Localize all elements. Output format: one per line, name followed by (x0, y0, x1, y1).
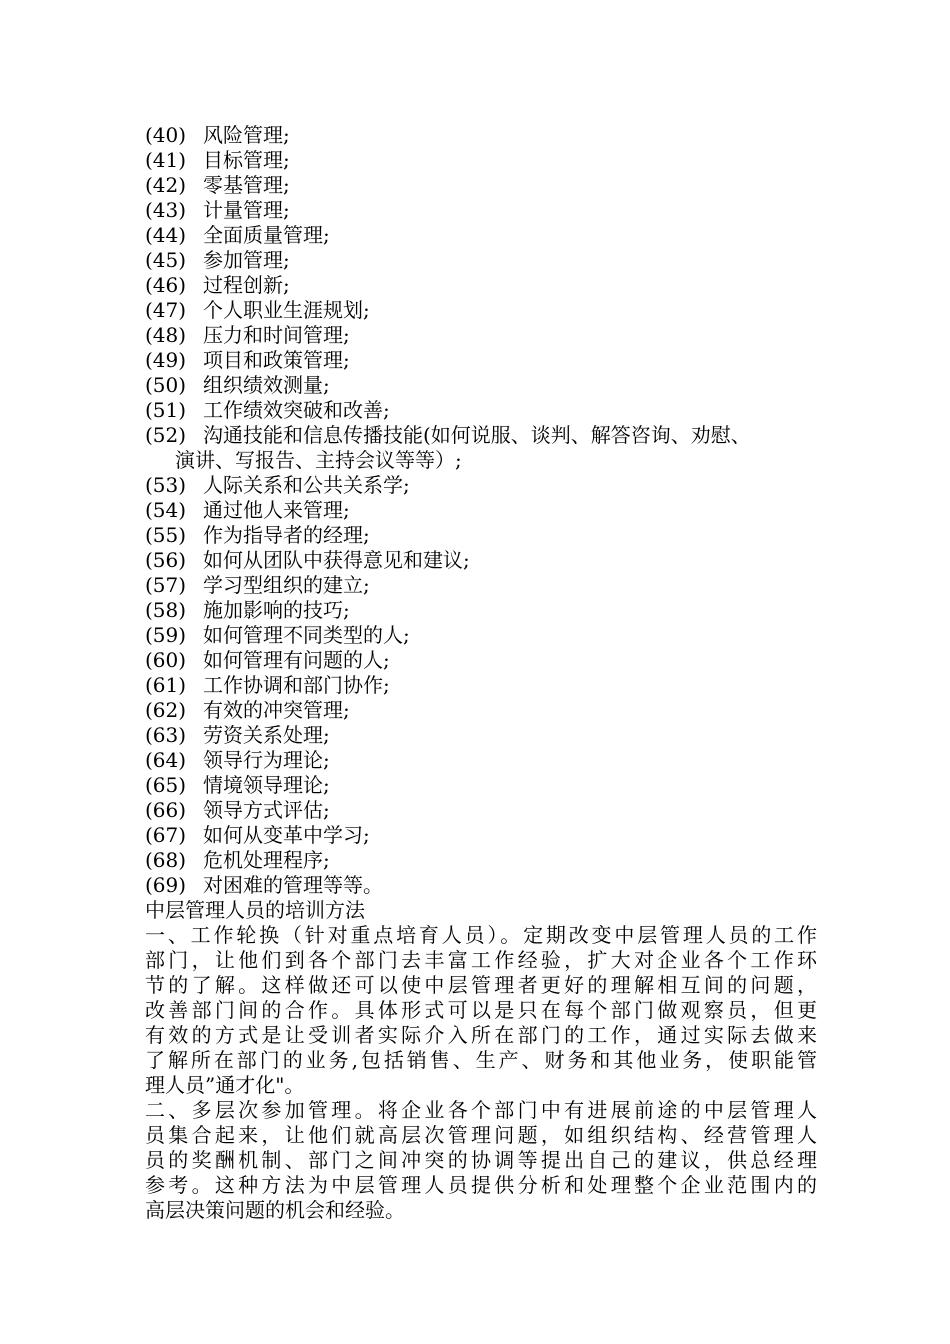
paragraph-line: 部门，让他们到各个部门去丰富工作经验，扩大对企业各个工作环 (145, 948, 817, 972)
list-item (145, 773, 817, 798)
paragraph-line: 了解所在部门的业务,包括销售、生产、财务和其他业务，使职能管 (145, 1048, 817, 1072)
list-item-number: (44) (145, 223, 187, 247)
list-item-number: (65) (145, 773, 187, 797)
paragraph-line: 参考。这种方法为中层管理人员提供分析和处理整个企业范围内的 (145, 1173, 817, 1197)
list-item (145, 748, 817, 773)
list-item (145, 398, 817, 423)
paragraph-multilevel-participation (145, 1098, 817, 1223)
list-item-text: 作为指导者的经理; (203, 523, 370, 547)
list-item (145, 498, 817, 523)
list-item-text: 对困难的管理等等。 (203, 873, 383, 897)
list-item-number: (68) (145, 848, 187, 872)
list-item-number: (48) (145, 323, 187, 347)
list-item (145, 723, 817, 748)
list-item (145, 223, 817, 248)
list-item-number: (61) (145, 673, 187, 697)
paragraph-line: 一、工作轮换（针对重点培育人员）。定期改变中层管理人员的工作 (145, 923, 817, 947)
list-item-number: (42) (145, 173, 187, 197)
list-item-text-continuation: 演讲、写报告、主持会议等等）; (175, 448, 462, 472)
list-item-text: 个人职业生涯规划; (203, 298, 370, 322)
section-heading: 中层管理人员的培训方法 (145, 898, 365, 922)
paragraph-job-rotation (145, 923, 817, 1098)
list-item (145, 698, 817, 723)
list-item-text: 计量管理; (203, 198, 290, 222)
list-item (145, 423, 817, 473)
list-item-number: (40) (145, 123, 187, 147)
list-item (145, 623, 817, 648)
list-item-text: 如何管理有问题的人; (203, 648, 390, 672)
paragraph-line: 理人员”通才化"。 (145, 1073, 305, 1097)
paragraph-line: 有效的方式是让受训者实际介入所在部门的工作，通过实际去做来 (145, 1023, 817, 1047)
list-item-number: (50) (145, 373, 187, 397)
list-item-text: 如何管理不同类型的人; (203, 623, 410, 647)
list-item-text: 沟通技能和信息传播技能(如何说服、谈判、解答咨询、劝慰、 (203, 423, 751, 447)
list-item (145, 548, 817, 573)
list-item-text: 风险管理; (203, 123, 290, 147)
list-item (145, 523, 817, 548)
list-item-text: 人际关系和公共关系学; (203, 473, 410, 497)
paragraph-line: 员的奖酬机制、部门之间冲突的协调等提出自己的建议，供总经理 (145, 1148, 817, 1172)
list-item (145, 648, 817, 673)
list-item-number: (69) (145, 873, 187, 897)
list-item (145, 598, 817, 623)
list-item (145, 823, 817, 848)
list-item-text: 劳资关系处理; (203, 723, 330, 747)
list-item-number: (52) (145, 423, 187, 447)
list-item-number: (63) (145, 723, 187, 747)
list-item-text: 如何从变革中学习; (203, 823, 370, 847)
list-item-text: 工作协调和部门协作; (203, 673, 390, 697)
list-item-number: (64) (145, 748, 187, 772)
list-item-number: (54) (145, 498, 187, 522)
list-item-text: 零基管理; (203, 173, 290, 197)
list-item-text: 如何从团队中获得意见和建议; (203, 548, 470, 572)
list-item (145, 173, 817, 198)
list-item-number: (49) (145, 348, 187, 372)
list-item (145, 373, 817, 398)
paragraph-line: 高层决策问题的机会和经验。 (145, 1198, 405, 1222)
list-item-text: 参加管理; (203, 248, 290, 272)
list-item-text: 压力和时间管理; (203, 323, 350, 347)
list-item (145, 123, 817, 148)
list-item (145, 198, 817, 223)
list-item-text: 情境领导理论; (203, 773, 330, 797)
list-item-text: 领导行为理论; (203, 748, 330, 772)
list-item-number: (46) (145, 273, 187, 297)
list-item-number: (57) (145, 573, 187, 597)
list-item-number: (51) (145, 398, 187, 422)
list-item-text: 目标管理; (203, 148, 290, 172)
list-item-number: (67) (145, 823, 187, 847)
list-item (145, 273, 817, 298)
list-item-number: (47) (145, 298, 187, 322)
list-item-number: (56) (145, 548, 187, 572)
list-item (145, 148, 817, 173)
paragraph-line: 员集合起来，让他们就高层次管理问题，如组织结构、经营管理人 (145, 1123, 817, 1147)
list-item-text: 全面质量管理; (203, 223, 330, 247)
list-item-text: 有效的冲突管理; (203, 698, 350, 722)
list-item-text: 组织绩效测量; (203, 373, 330, 397)
list-item-number: (43) (145, 198, 187, 222)
document-body (145, 123, 817, 1223)
list-item-text: 危机处理程序; (203, 848, 330, 872)
list-item (145, 323, 817, 348)
list-item-number: (45) (145, 248, 187, 272)
list-item (145, 848, 817, 873)
list-item-text: 通过他人来管理; (203, 498, 350, 522)
list-item (145, 298, 817, 323)
list-item-text: 工作绩效突破和改善; (203, 398, 390, 422)
list-item-number: (59) (145, 623, 187, 647)
list-item-number: (53) (145, 473, 187, 497)
list-item-text: 学习型组织的建立; (203, 573, 370, 597)
paragraph-line: 节的了解。这样做还可以使中层管理者更好的理解相互间的问题， (145, 973, 817, 997)
list-item (145, 473, 817, 498)
list-item-number: (58) (145, 598, 187, 622)
list-item-number: (62) (145, 698, 187, 722)
list-item-text: 领导方式评估; (203, 798, 330, 822)
list-item (145, 798, 817, 823)
list-item-number: (60) (145, 648, 187, 672)
training-topics-list (145, 123, 817, 898)
list-item-number: (41) (145, 148, 187, 172)
paragraph-line: 二、多层次参加管理。将企业各个部门中有进展前途的中层管理人 (145, 1098, 817, 1122)
paragraph-line: 改善部门间的合作。具体形式可以是只在每个部门做观察员，但更 (145, 998, 817, 1022)
list-item (145, 248, 817, 273)
list-item-text: 施加影响的技巧; (203, 598, 350, 622)
list-item (145, 573, 817, 598)
list-item-text: 过程创新; (203, 273, 290, 297)
list-item-text: 项目和政策管理; (203, 348, 350, 372)
list-item (145, 873, 817, 898)
list-item-number: (55) (145, 523, 187, 547)
list-item (145, 673, 817, 698)
list-item (145, 348, 817, 373)
list-item-number: (66) (145, 798, 187, 822)
